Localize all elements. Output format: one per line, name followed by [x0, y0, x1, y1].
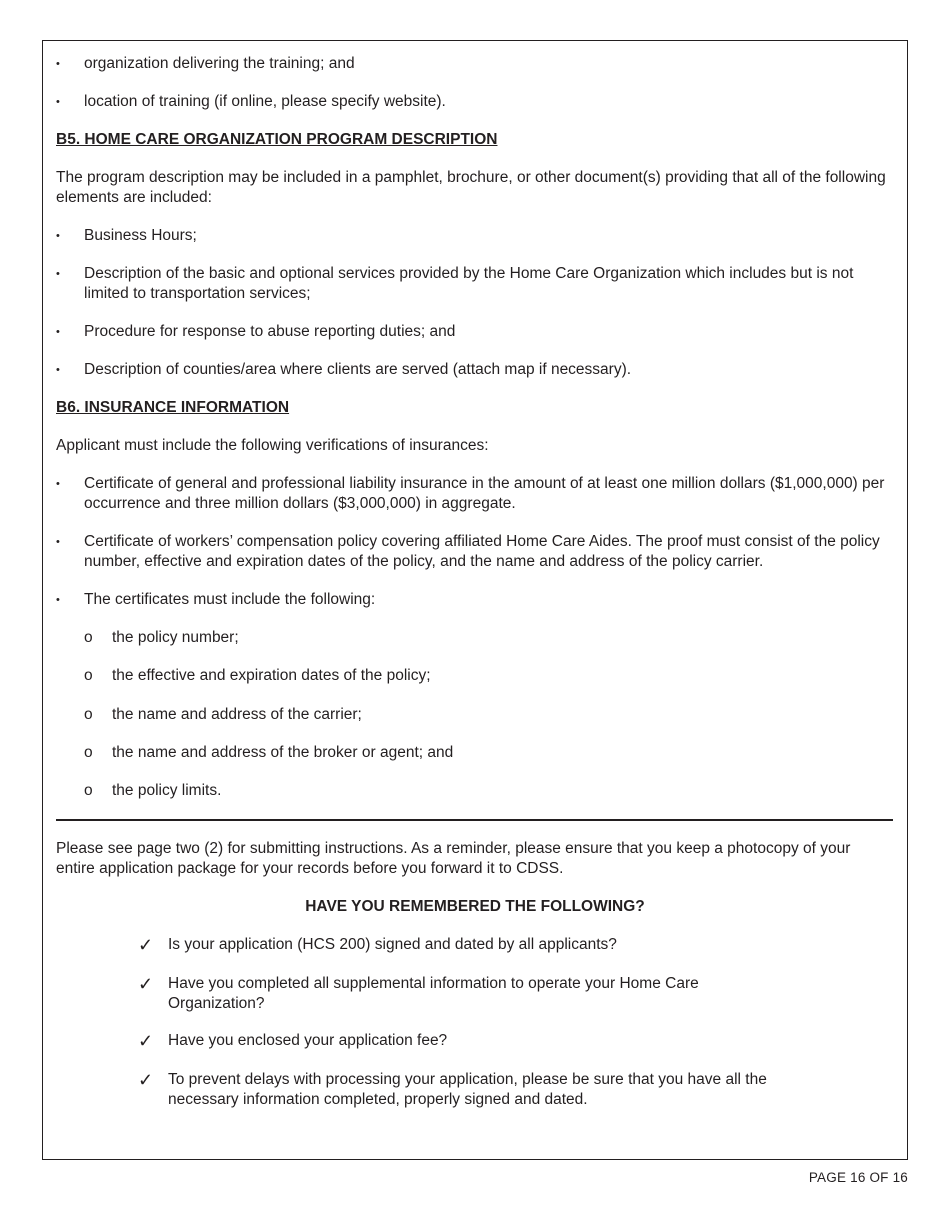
checkmark-icon: ✓ — [138, 974, 154, 994]
checkmark-icon: ✓ — [138, 935, 154, 955]
checklist-item-text: Is your application (HCS 200) signed and dated by all applicants? — [168, 936, 617, 953]
sub-list-item-text: the name and address of the carrier; — [112, 706, 362, 723]
bullet-icon: • — [56, 96, 60, 108]
circle-marker-icon: o — [84, 629, 93, 646]
list-item-text: Certificate of workers’ compensation policy covering affiliated Home Care Aides. The proof must consist of the policy number, effective and expiration dates of the policy, and the name and address of the policy carrier. — [84, 533, 880, 570]
circle-marker-icon: o — [84, 744, 93, 761]
sub-list-item-text: the effective and expiration dates of the policy; — [112, 667, 431, 684]
checklist-item-text: Have you completed all supplemental information to operate your Home Care Organization? — [168, 975, 699, 1012]
bullet-icon: • — [56, 326, 60, 338]
bullet-icon: • — [56, 594, 60, 606]
bullet-icon: • — [56, 268, 60, 280]
list-item-text: Description of the basic and optional services provided by the Home Care Organization which includes but is not limited to transportation services; — [84, 265, 854, 302]
b5-intro: The program description may be included in a pamphlet, brochure, or other document(s) providing that all of the following elements are included: — [56, 169, 886, 206]
list-item-text: Description of counties/area where clients are served (attach map if necessary). — [84, 361, 632, 378]
reminder-text: Please see page two (2) for submitting instructions. As a reminder, please ensure that you keep a photocopy of your entire application package for your records before you forward it to CDSS. — [56, 840, 851, 877]
page-number: PAGE 16 OF 16 — [808, 1170, 908, 1185]
checklist-item-text: Have you enclosed your application fee? — [168, 1032, 448, 1049]
section-heading-b5: B5. HOME CARE ORGANIZATION PROGRAM DESCRIPTION — [56, 131, 498, 148]
b6-intro: Applicant must include the following verifications of insurances: — [56, 437, 489, 454]
circle-marker-icon: o — [84, 706, 93, 723]
list-item-text: Procedure for response to abuse reporting duties; and — [84, 323, 456, 340]
list-item-text: The certificates must include the following: — [84, 591, 376, 608]
bullet-icon: • — [56, 58, 60, 70]
sub-list-item-text: the policy number; — [112, 629, 239, 646]
section-heading-b6: B6. INSURANCE INFORMATION — [56, 399, 290, 416]
checklist-title: HAVE YOU REMEMBERED THE FOLLOWING? — [305, 898, 645, 915]
sub-list-item-text: the name and address of the broker or agent; and — [112, 744, 454, 761]
bullet-icon: • — [56, 478, 60, 490]
bullet-icon: • — [56, 230, 60, 242]
bullet-icon: • — [56, 536, 60, 548]
list-item-text: Certificate of general and professional liability insurance in the amount of at least one million dollars ($1,000,000) per occurrence and three million dollars ($3,000,000) in aggregate. — [84, 475, 885, 512]
list-item-text: Business Hours; — [84, 227, 197, 244]
divider — [56, 819, 893, 821]
circle-marker-icon: o — [84, 782, 93, 799]
page-frame — [42, 40, 908, 1160]
circle-marker-icon: o — [84, 667, 93, 684]
list-item-text: organization delivering the training; and — [84, 55, 355, 72]
checkmark-icon: ✓ — [138, 1070, 154, 1090]
bullet-icon: • — [56, 364, 60, 376]
list-item-text: location of training (if online, please specify website). — [84, 93, 446, 110]
checklist-item-text: To prevent delays with processing your application, please be sure that you have all the necessary information completed, properly signed and dated. — [168, 1071, 767, 1108]
sub-list-item-text: the policy limits. — [112, 782, 222, 799]
checkmark-icon: ✓ — [138, 1031, 154, 1051]
